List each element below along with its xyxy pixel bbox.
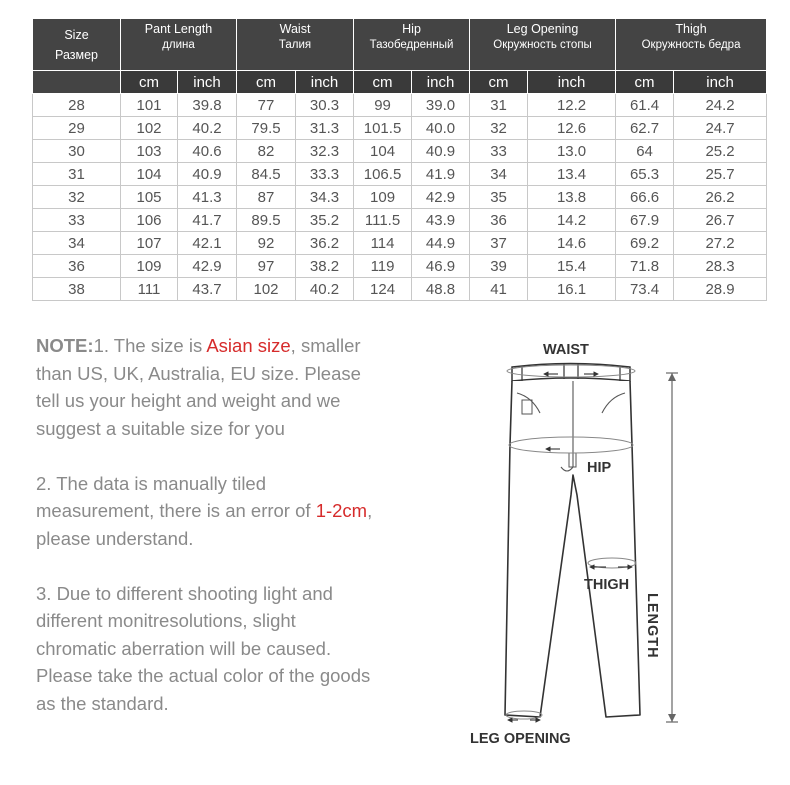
measurement-cell: 16.1: [528, 278, 616, 301]
note-1: [36, 332, 376, 442]
pants-measurement-diagram: [460, 335, 710, 755]
measurement-cell: 61.4: [616, 94, 674, 117]
group-label-en: Waist: [279, 22, 311, 36]
measurement-cell: 26.2: [674, 186, 767, 209]
measurement-cell: 14.2: [528, 209, 616, 232]
group-label-en: Leg Opening: [506, 22, 579, 36]
note-1-text-pre: 1. The size is: [93, 335, 207, 356]
group-label-ru: Талия: [278, 39, 312, 51]
measurement-cell: 12.6: [528, 117, 616, 140]
unit-inch: inch: [178, 71, 237, 94]
measurement-cell: 46.9: [412, 255, 470, 278]
size-table-body: [33, 94, 767, 301]
size-cell: 29: [33, 117, 121, 140]
thigh-label: THIGH: [584, 577, 630, 593]
hip-header: [354, 19, 470, 71]
measurement-cell: 40.9: [178, 163, 237, 186]
measurement-cell: 103: [121, 140, 178, 163]
thigh-header: [616, 19, 767, 71]
measurement-cell: 24.7: [674, 117, 767, 140]
unit-inch: inch: [296, 71, 354, 94]
measurement-cell: 36: [470, 209, 528, 232]
measurement-cell: 37: [470, 232, 528, 255]
measurement-cell: 66.6: [616, 186, 674, 209]
length-label: LENGTH: [644, 593, 660, 659]
measurement-cell: 39.8: [178, 94, 237, 117]
unit-cm: cm: [616, 71, 674, 94]
measurement-cell: 62.7: [616, 117, 674, 140]
measurement-cell: 40.2: [296, 278, 354, 301]
group-label-en: Pant Length: [144, 22, 213, 36]
table-row: [33, 278, 767, 301]
size-header-ru: Размер: [55, 47, 98, 62]
measurement-cell: 32: [470, 117, 528, 140]
measurement-cell: 13.0: [528, 140, 616, 163]
measurement-cell: 73.4: [616, 278, 674, 301]
measurement-cell: 119: [354, 255, 412, 278]
measurement-cell: 87: [237, 186, 296, 209]
pants-outline-illustration: [460, 335, 710, 755]
group-label-ru: Тазобедренный: [369, 39, 454, 51]
group-label-en: Thigh: [675, 22, 707, 36]
table-row: [33, 117, 767, 140]
measurement-cell: 43.9: [412, 209, 470, 232]
measurement-cell: 38.2: [296, 255, 354, 278]
measurement-cell: 40.6: [178, 140, 237, 163]
measurement-cell: 99: [354, 94, 412, 117]
measurement-cell: 42.9: [178, 255, 237, 278]
measurement-cell: 35.2: [296, 209, 354, 232]
measurement-cell: 15.4: [528, 255, 616, 278]
measurement-cell: 106: [121, 209, 178, 232]
size-cell: 32: [33, 186, 121, 209]
measurement-cell: 101: [121, 94, 178, 117]
table-row: [33, 94, 767, 117]
measurement-cell: 67.9: [616, 209, 674, 232]
measurement-cell: 41: [470, 278, 528, 301]
measurement-cell: 13.4: [528, 163, 616, 186]
note-3: 3. Due to different shooting light and different monitresolutions, slight chromatic aberration will be caused. Please take the actual color of the goods as the standard.: [36, 582, 371, 714]
measurement-cell: 36.2: [296, 232, 354, 255]
measurement-cell: 89.5: [237, 209, 296, 232]
measurement-cell: 109: [354, 186, 412, 209]
note-1-text-post: , smaller than US, UK, Australia, EU size. Please tell us your height and weight and we suggest a suitable size for you: [36, 335, 361, 439]
measurement-cell: 13.8: [528, 186, 616, 209]
measurement-cell: 65.3: [616, 163, 674, 186]
measurement-cell: 102: [121, 117, 178, 140]
table-row: [33, 163, 767, 186]
group-label-ru: длина: [162, 39, 195, 51]
measurement-cell: 109: [121, 255, 178, 278]
measurement-cell: 28.9: [674, 278, 767, 301]
measurement-cell: 92: [237, 232, 296, 255]
group-label-ru: Окружность бедра: [641, 39, 741, 51]
measurement-cell: 12.2: [528, 94, 616, 117]
measurement-cell: 104: [354, 140, 412, 163]
measurement-cell: 43.7: [178, 278, 237, 301]
measurement-cell: 42.1: [178, 232, 237, 255]
measurement-cell: 32.3: [296, 140, 354, 163]
measurement-cell: 44.9: [412, 232, 470, 255]
measurement-cell: 69.2: [616, 232, 674, 255]
note-2-text-pre: 2. The data is manually tiled measurement, there is an error of: [36, 472, 316, 521]
size-header-en: Size: [64, 27, 89, 42]
measurement-cell: 31.3: [296, 117, 354, 140]
unit-cm: cm: [470, 71, 528, 94]
measurement-cell: 41.9: [412, 163, 470, 186]
size-chart-table: [32, 18, 767, 301]
measurement-cell: 77: [237, 94, 296, 117]
measurement-cell: 101.5: [354, 117, 412, 140]
measurement-cell: 114: [354, 232, 412, 255]
measurement-cell: 39.0: [412, 94, 470, 117]
leg-opening-header: [470, 19, 616, 71]
measurement-cell: 107: [121, 232, 178, 255]
measurement-cell: 64: [616, 140, 674, 163]
measurement-cell: 33.3: [296, 163, 354, 186]
waist-label: WAIST: [543, 342, 589, 358]
measurement-cell: 30.3: [296, 94, 354, 117]
measurement-cell: 41.7: [178, 209, 237, 232]
measurement-cell: 111.5: [354, 209, 412, 232]
pant-length-header: [121, 19, 237, 71]
measurement-cell: 40.2: [178, 117, 237, 140]
measurement-cell: 35: [470, 186, 528, 209]
measurement-cell: 14.6: [528, 232, 616, 255]
group-label-en: Hip: [402, 22, 421, 36]
unit-inch: inch: [674, 71, 767, 94]
unit-spacer: [33, 71, 121, 94]
measurement-cell: 25.2: [674, 140, 767, 163]
measurement-cell: 33: [470, 140, 528, 163]
size-cell: 28: [33, 94, 121, 117]
measurement-cell: 102: [237, 278, 296, 301]
measurement-cell: 79.5: [237, 117, 296, 140]
table-row: [33, 255, 767, 278]
unit-cm: cm: [354, 71, 412, 94]
size-cell: 31: [33, 163, 121, 186]
measurement-cell: 25.7: [674, 163, 767, 186]
measurement-cell: 24.2: [674, 94, 767, 117]
note-1-highlight: Asian size: [206, 335, 291, 356]
waist-header: [237, 19, 354, 71]
measurement-cell: 124: [354, 278, 412, 301]
size-header: [33, 19, 121, 71]
measurement-cell: 34: [470, 163, 528, 186]
measurement-cell: 28.3: [674, 255, 767, 278]
hip-label: HIP: [587, 460, 612, 476]
note-2: [36, 470, 376, 553]
measurement-cell: 48.8: [412, 278, 470, 301]
measurement-cell: 40.9: [412, 140, 470, 163]
note-label: NOTE:: [36, 335, 94, 356]
unit-inch: inch: [528, 71, 616, 94]
measurement-cell: 105: [121, 186, 178, 209]
leg-opening-label: LEG OPENING: [470, 731, 571, 747]
measurement-cell: 27.2: [674, 232, 767, 255]
measurement-cell: 97: [237, 255, 296, 278]
note-2-text-post: , please understand.: [36, 500, 373, 549]
measurement-cell: 31: [470, 94, 528, 117]
table-row: [33, 140, 767, 163]
unit-cm: cm: [121, 71, 178, 94]
measurement-cell: 42.9: [412, 186, 470, 209]
size-cell: 33: [33, 209, 121, 232]
table-row: [33, 186, 767, 209]
table-row: [33, 232, 767, 255]
measurement-cell: 26.7: [674, 209, 767, 232]
note-2-highlight: 1-2cm: [315, 500, 368, 521]
measurement-cell: 39: [470, 255, 528, 278]
size-cell: 30: [33, 140, 121, 163]
table-row: [33, 209, 767, 232]
measurement-cell: 41.3: [178, 186, 237, 209]
measurement-cell: 82: [237, 140, 296, 163]
group-label-ru: Окружность стопы: [493, 39, 592, 51]
unit-inch: inch: [412, 71, 470, 94]
measurement-cell: 71.8: [616, 255, 674, 278]
size-cell: 34: [33, 232, 121, 255]
measurement-cell: 40.0: [412, 117, 470, 140]
unit-cm: cm: [237, 71, 296, 94]
measurement-cell: 111: [121, 278, 178, 301]
measurement-cell: 106.5: [354, 163, 412, 186]
size-cell: 38: [33, 278, 121, 301]
measurement-cell: 104: [121, 163, 178, 186]
notes-section: [36, 332, 376, 745]
measurement-cell: 34.3: [296, 186, 354, 209]
measurement-cell: 84.5: [237, 163, 296, 186]
size-cell: 36: [33, 255, 121, 278]
